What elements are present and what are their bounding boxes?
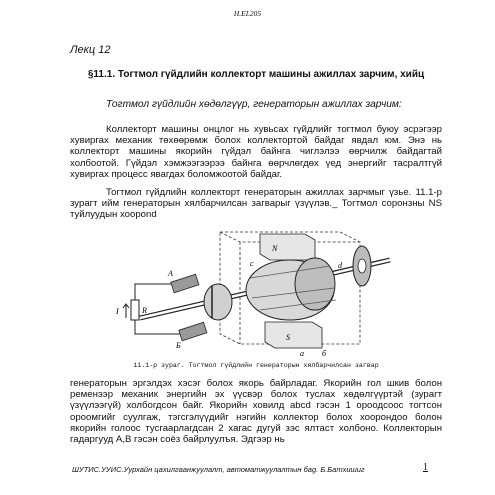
page-footer: ШУТИС.УУИС.Уурхайн цахилгаанжуулалт, автоматжуулалтын бag. Б.Батхишиг [72, 465, 365, 474]
page-number: 1 [423, 462, 428, 473]
label-r: R [142, 306, 147, 315]
label-s: S [286, 333, 290, 342]
pulley [353, 246, 371, 286]
label-a: A [168, 269, 173, 278]
armature [246, 258, 336, 320]
subheading: Тогтмол гүйдлийн хөдөлгүүр, генераторын ажиллах зарчим: [106, 99, 402, 110]
label-c: c [250, 259, 254, 268]
label-d: d [338, 261, 342, 270]
label-a-small: а [300, 349, 304, 358]
label-i: I [116, 307, 119, 316]
label-b: Б [176, 341, 181, 350]
figure-caption: 11.1-р зураг. Тогтмол гүйдлийн генераторын хялбарчилсан загвар [133, 362, 379, 369]
lecture-label: Лекц 12 [70, 44, 111, 56]
paragraph-2: Тогтмол гүйдлийн коллекторт генераторын ажиллах зарчмыг үзье. 11.1-р зурагт ийм генераторын хялбарчилсан загварыг үзүүлэв._ Тогтмол соронзны NS туйлуудын хоорond [70, 187, 442, 221]
document-header-code: H.EL205 [233, 9, 262, 18]
paragraph-3: генераторын эргэлдэх хэсэг болох якорь байрладаг. Якорийн гол шкив болон ременээр механик энергийн эх үүсвэр болох туслах хөдөлгүүртэй (зурагт үзүүлээгүй) холбогдсон байг. Якорийн ховилд abcd гэсэн 1 ороодсоос тогтсон ороомгийг суулгаж, тэгсгэлүүдийг нэгийн коллектор болох хоорондоо болон якорийн голоос тусгаарлагдсан 2 хагас дугуй зэс ялтаст холбоно. Коллекторын гадаргууд A,B гэсэн соёз байрлуулъя. Эдгээр нь [70, 378, 442, 446]
generator-drawing [100, 226, 405, 360]
label-n: N [272, 244, 278, 253]
s-pole [265, 322, 322, 348]
paragraph-1: Коллекторт машины онцлог нь хувьсах гүйдлийг тогтмол буюу эсрэгээр хувиргах механик төхөөрөмж болох коллектортой байдаг явдал юм. Энэ нь коллекторт машины якорийн гүйдэл байнга чиглэлээ өөрчилж байдагтай холбоотой. Гүйдэл хэмжээгээрээ байнга өөрчлөгдөх үед энергийг тасралтгүй хувиргах процесс явагдах боломжоотой байдаг. [70, 124, 442, 180]
n-pole [260, 234, 315, 260]
commutator [204, 284, 232, 320]
generator-figure [100, 226, 405, 360]
section-title: §11.1. Тогтмол гүйдлийн коллекторт машины ажиллах зарчим, хийц [87, 69, 425, 80]
label-b-small: б [322, 349, 327, 358]
